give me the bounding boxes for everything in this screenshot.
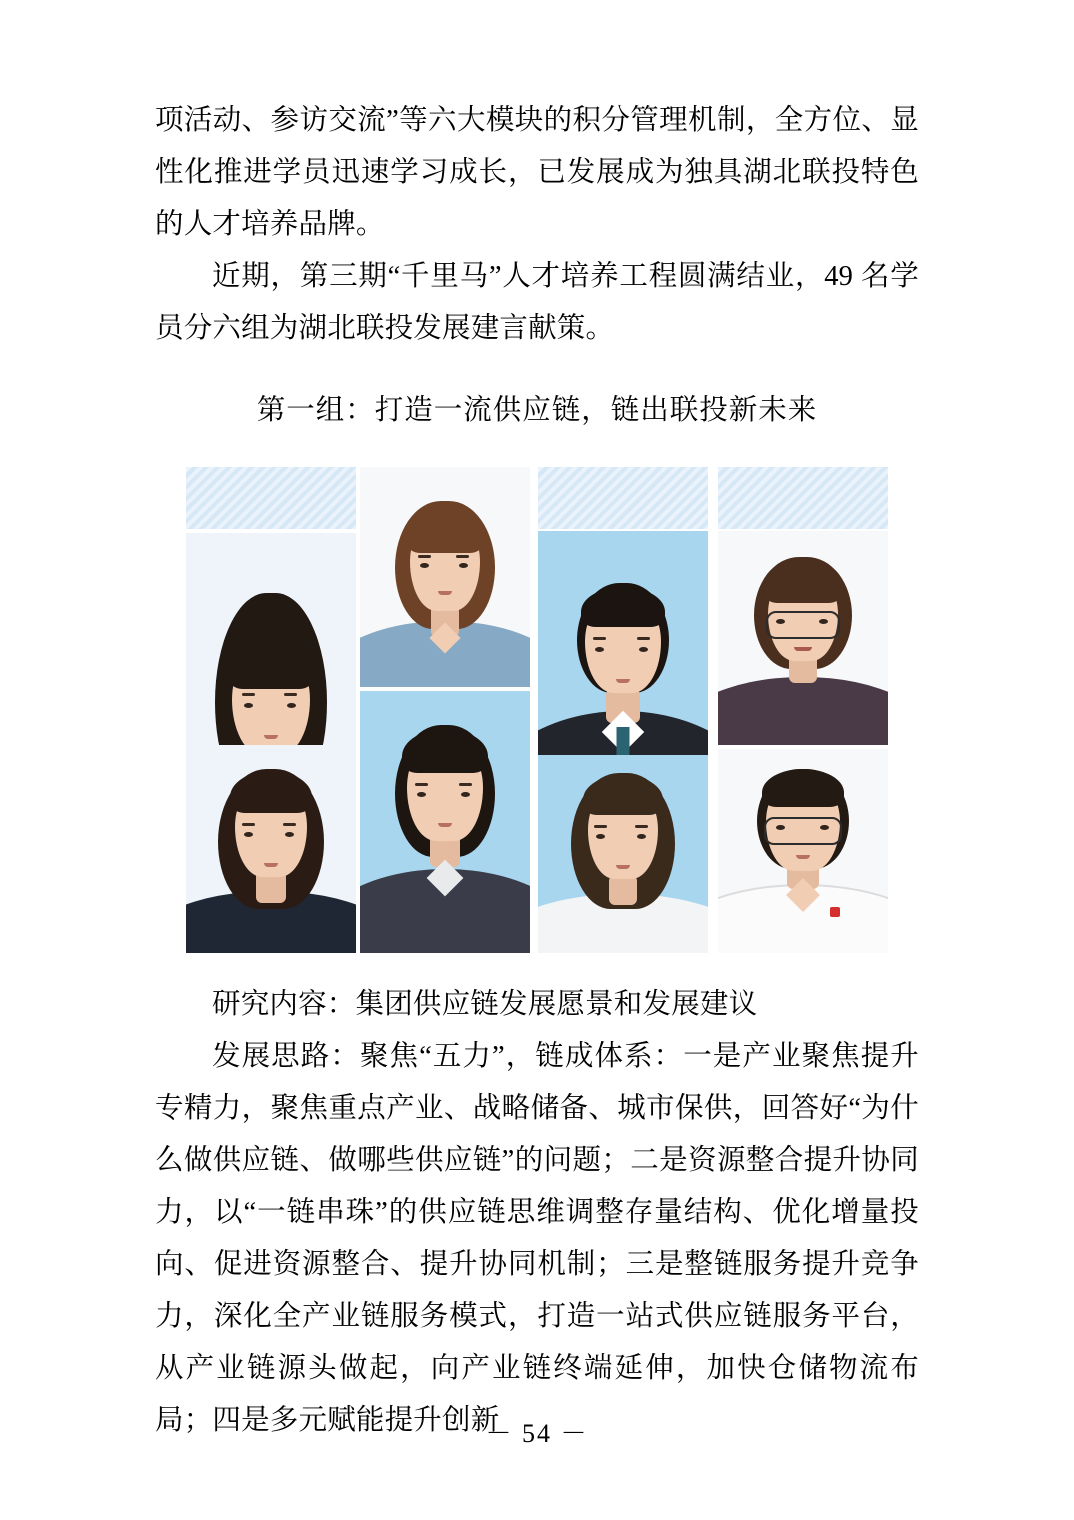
page-content bbox=[155, 95, 919, 1447]
photo-collage bbox=[178, 459, 896, 961]
member-photo-6 bbox=[360, 691, 530, 953]
portrait-graphic bbox=[360, 467, 530, 687]
member-photo-7 bbox=[538, 755, 708, 953]
portrait-graphic bbox=[718, 749, 888, 953]
decorative-stripe-tile bbox=[186, 467, 356, 529]
decorative-stripe-tile bbox=[538, 467, 708, 529]
member-photo-5 bbox=[186, 745, 356, 953]
member-photo-8 bbox=[718, 749, 888, 953]
member-photo-4 bbox=[718, 531, 888, 745]
portrait-graphic bbox=[538, 755, 708, 953]
page-number: － 54 － bbox=[485, 1419, 589, 1448]
portrait-graphic bbox=[360, 691, 530, 953]
portrait-graphic bbox=[186, 745, 356, 953]
paragraph-1: 项活动、参访交流”等六大模块的积分管理机制，全方位、显性化推进学员迅速学习成长，已发展成为独具湖北联投特色的人才培养品牌。 bbox=[155, 105, 919, 240]
spacer bbox=[155, 355, 919, 385]
party-emblem-icon bbox=[830, 907, 840, 917]
portrait-graphic bbox=[718, 531, 888, 745]
decorative-stripe-tile bbox=[718, 467, 888, 529]
collage-grid bbox=[178, 459, 896, 961]
paragraph-development-approach: 发展思路：聚焦“五力”，链成体系：一是产业聚焦提升专精力，聚焦重点产业、战略储备、城市保供，回答好“为什么做供应链、做哪些供应链”的问题；二是资源整合提升协同力，以“一链串珠”的供应链思维调整存量结构、优化增量投向、促进资源整合、提升协同机制；三是整链服务提升竞争力，深化全产业链服务模式，打造一站式供应链服务平台，从产业链源头做起，向产业链终端延伸，加快仓储物流布局；四是多元赋能提升创新 bbox=[155, 1041, 919, 1436]
group-heading: 第一组：打造一流供应链，链出联投新未来 bbox=[256, 395, 818, 426]
member-photo-2 bbox=[360, 467, 530, 687]
paragraph-research-content: 研究内容：集团供应链发展愿景和发展建议 bbox=[212, 989, 758, 1020]
paragraph-2: 近期，第三期“千里马”人才培养工程圆满结业，49 名学员分六组为湖北联投发展建言献策。 bbox=[155, 261, 919, 344]
